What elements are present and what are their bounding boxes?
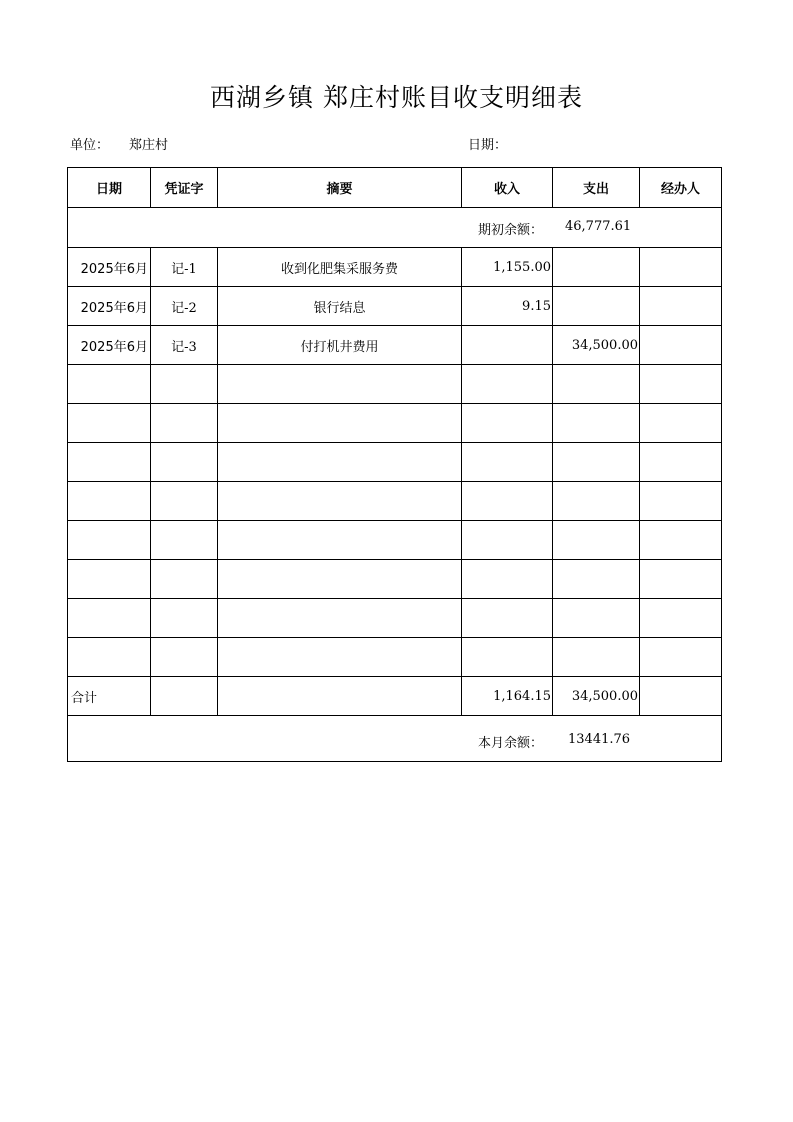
table-row [68, 287, 722, 326]
cell-income: 1,155.00 [462, 248, 553, 287]
cell-summary [218, 482, 462, 521]
header-income: 收入 [462, 168, 553, 208]
total-handler-cell [640, 677, 722, 716]
cell-voucher [151, 521, 218, 560]
cell-summary [218, 599, 462, 638]
table-row [68, 404, 722, 443]
header-voucher: 凭证字 [151, 168, 218, 208]
ending-balance-row [68, 716, 722, 762]
cell-expense [553, 521, 640, 560]
cell-summary [218, 521, 462, 560]
cell-income [462, 404, 553, 443]
cell-voucher [151, 638, 218, 677]
total-summary-cell [218, 677, 462, 716]
cell-handler [640, 404, 722, 443]
table-row [68, 326, 722, 365]
cell-voucher [151, 482, 218, 521]
table-row [68, 560, 722, 599]
ending-balance-cell [68, 716, 722, 762]
ledger-table [67, 167, 722, 762]
cell-expense [553, 638, 640, 677]
unit-label: 单位： [70, 138, 110, 153]
cell-voucher: 记-1 [151, 248, 218, 287]
header-expense: 支出 [553, 168, 640, 208]
cell-date [68, 482, 151, 521]
page-title: 西湖乡镇 郑庄村账目收支明细表 [210, 83, 583, 112]
cell-voucher: 记-3 [151, 326, 218, 365]
cell-expense [553, 599, 640, 638]
header-handler: 经办人 [640, 168, 722, 208]
table-row [68, 599, 722, 638]
total-row [68, 677, 722, 716]
cell-expense: 34,500.00 [553, 326, 640, 365]
cell-income [462, 443, 553, 482]
cell-expense [553, 287, 640, 326]
cell-voucher [151, 365, 218, 404]
cell-income [462, 482, 553, 521]
header-summary: 摘要 [218, 168, 462, 208]
total-voucher-cell [151, 677, 218, 716]
cell-handler [640, 443, 722, 482]
table-header-row [68, 168, 722, 208]
total-label: 合计 [68, 677, 151, 716]
cell-handler [640, 287, 722, 326]
table-row [68, 443, 722, 482]
cell-voucher [151, 560, 218, 599]
cell-handler [640, 482, 722, 521]
cell-handler [640, 248, 722, 287]
cell-income [462, 521, 553, 560]
cell-expense [553, 404, 640, 443]
cell-summary: 银行结息 [218, 287, 462, 326]
cell-date: 2025年6月 [68, 287, 151, 326]
cell-income [462, 638, 553, 677]
cell-expense [553, 560, 640, 599]
table-row [68, 482, 722, 521]
cell-summary [218, 443, 462, 482]
opening-balance-cell [68, 208, 722, 248]
date-label: 日期： [468, 138, 508, 153]
unit-value: 郑庄村 [129, 138, 169, 153]
cell-date [68, 404, 151, 443]
cell-expense [553, 248, 640, 287]
opening-balance-value: 46,777.61 [565, 219, 632, 234]
table-row [68, 365, 722, 404]
cell-summary [218, 365, 462, 404]
cell-summary [218, 560, 462, 599]
table-row [68, 638, 722, 677]
cell-summary [218, 638, 462, 677]
ending-balance-label: 本月余额： [478, 736, 544, 751]
cell-handler [640, 560, 722, 599]
total-income: 1,164.15 [462, 677, 553, 716]
cell-date: 2025年6月 [68, 326, 151, 365]
cell-voucher [151, 443, 218, 482]
cell-income [462, 599, 553, 638]
cell-date [68, 560, 151, 599]
table-row [68, 248, 722, 287]
cell-summary: 付打机井费用 [218, 326, 462, 365]
unit-field [70, 134, 168, 153]
cell-handler [640, 365, 722, 404]
ending-balance-value: 13441.76 [568, 732, 631, 747]
cell-handler [640, 521, 722, 560]
opening-balance-label: 期初余额： [478, 223, 544, 238]
cell-income [462, 365, 553, 404]
cell-date [68, 599, 151, 638]
cell-date: 2025年6月 [68, 248, 151, 287]
date-field [468, 134, 507, 153]
table-row [68, 521, 722, 560]
cell-summary: 收到化肥集采服务费 [218, 248, 462, 287]
cell-date [68, 365, 151, 404]
cell-date [68, 443, 151, 482]
cell-income [462, 326, 553, 365]
cell-expense [553, 365, 640, 404]
cell-income [462, 560, 553, 599]
cell-handler [640, 326, 722, 365]
total-expense: 34,500.00 [553, 677, 640, 716]
cell-date [68, 638, 151, 677]
cell-income: 9.15 [462, 287, 553, 326]
cell-handler [640, 599, 722, 638]
cell-expense [553, 443, 640, 482]
opening-balance-row [68, 208, 722, 248]
cell-handler [640, 638, 722, 677]
cell-expense [553, 482, 640, 521]
cell-voucher [151, 599, 218, 638]
cell-voucher [151, 404, 218, 443]
header-date: 日期 [68, 168, 151, 208]
cell-summary [218, 404, 462, 443]
cell-voucher: 记-2 [151, 287, 218, 326]
cell-date [68, 521, 151, 560]
